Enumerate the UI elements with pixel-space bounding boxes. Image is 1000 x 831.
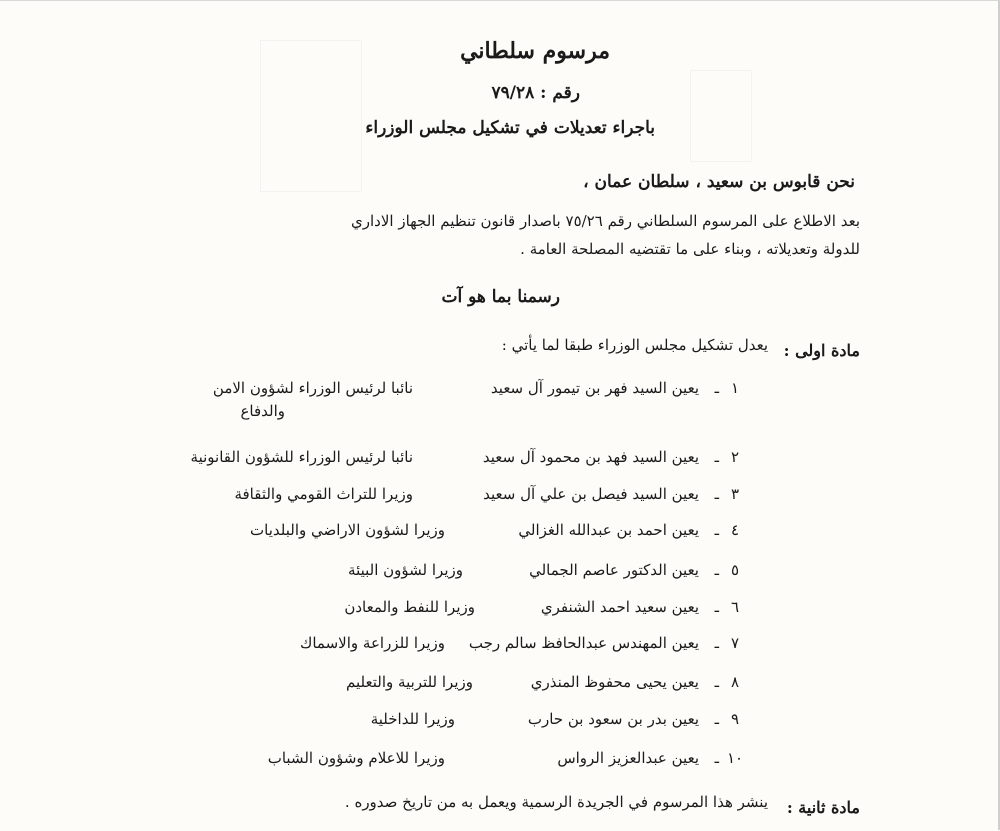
list-item [100,561,745,585]
preamble-line-1: بعد الاطلاع على المرسوم السلطاني رقم ٧٥/٢٦ باصدار قانون تنظيم الجهاز الاداري [351,212,860,230]
bleed-through-mark [260,40,362,192]
appointee-name: يعين يحيى محفوظ المنذري [530,673,699,691]
list-item [100,448,745,472]
appointee-name: يعين السيد فهر بن تيمور آل سعيد [490,379,699,397]
item-dash: ـ [714,561,719,579]
appointee-name: يعين سعيد احمد الشنفري [540,598,699,616]
item-dash: ـ [714,379,719,397]
item-number: ١٠ [726,749,744,767]
article-1-label: مادة اولى : [783,341,860,360]
list-item [100,634,745,658]
appointee-name: يعين احمد بن عبدالله الغزالي [518,521,699,539]
appointee-post: وزيرا للنفط والمعادن [344,598,475,616]
item-dash: ـ [714,598,719,616]
article-2-text: ينشر هذا المرسوم في الجريدة الرسمية ويعمل به من تاريخ صدوره . [344,793,768,811]
appointee-name: يعين المهندس عبدالحافظ سالم رجب [468,634,699,652]
item-number: ١ [730,379,740,397]
item-dash: ـ [714,634,719,652]
decree-heading: رسمنا بما هو آت [441,287,560,307]
bleed-through-mark [690,70,752,162]
list-item [100,598,745,622]
appointee-name: يعين بدر بن سعود بن حارب [527,710,699,728]
item-number: ٩ [730,710,740,728]
appointee-name: يعين السيد فيصل بن علي آل سعيد [483,485,699,503]
appointee-name: يعين عبدالعزيز الرواس [557,749,699,767]
appointee-post: وزيرا لشؤون البيئة [348,561,463,579]
appointee-post: نائبا لرئيس الوزراء للشؤون القانونية [190,448,413,466]
appointee-post-continued: والدفاع [240,402,285,420]
article-1-text: يعدل تشكيل مجلس الوزراء طبقا لما يأتي : [501,336,768,354]
item-number: ٣ [730,485,740,503]
item-dash: ـ [714,448,719,466]
item-number: ٧ [730,634,740,652]
list-item [100,749,745,773]
appointee-post: وزيرا للتراث القومي والثقافة [234,485,413,503]
item-number: ٤ [730,521,740,539]
item-number: ٨ [730,673,740,691]
item-dash: ـ [714,749,719,767]
appointee-name: يعين السيد فهد بن محمود آل سعيد [482,448,699,466]
item-number: ٢ [730,448,740,466]
list-item [100,710,745,734]
preamble-line-2: للدولة وتعديلاته ، وبناء على ما تقتضيه المصلحة العامة . [520,240,860,258]
list-item [100,485,745,509]
appointee-post: نائبا لرئيس الوزراء لشؤون الامن [212,379,413,397]
document-subtitle: باجراء تعديلات في تشكيل مجلس الوزراء [365,118,655,138]
article-2-label: مادة ثانية : [786,798,860,817]
item-dash: ـ [714,521,719,539]
item-number: ٦ [730,598,740,616]
document-title: مرسوم سلطاني [460,38,610,64]
issuer-line: نحن قابوس بن سعيد ، سلطان عمان ، [583,172,855,192]
appointee-post: وزيرا للزراعة والاسماك [300,634,445,652]
item-number: ٥ [730,561,740,579]
appointee-post: وزيرا لشؤون الاراضي والبلديات [250,521,445,539]
list-item [100,521,745,545]
item-dash: ـ [714,485,719,503]
appointee-name: يعين الدكتور عاصم الجمالي [529,561,699,579]
list-item [100,379,745,403]
appointee-post: وزيرا للتربية والتعليم [346,673,473,691]
item-dash: ـ [714,710,719,728]
list-item [100,673,745,697]
appointee-post: وزيرا للاعلام وشؤون الشباب [267,749,445,767]
item-dash: ـ [714,673,719,691]
decree-number: رقم : ٧٩/٢٨ [491,83,580,103]
appointee-post: وزيرا للداخلية [370,710,455,728]
